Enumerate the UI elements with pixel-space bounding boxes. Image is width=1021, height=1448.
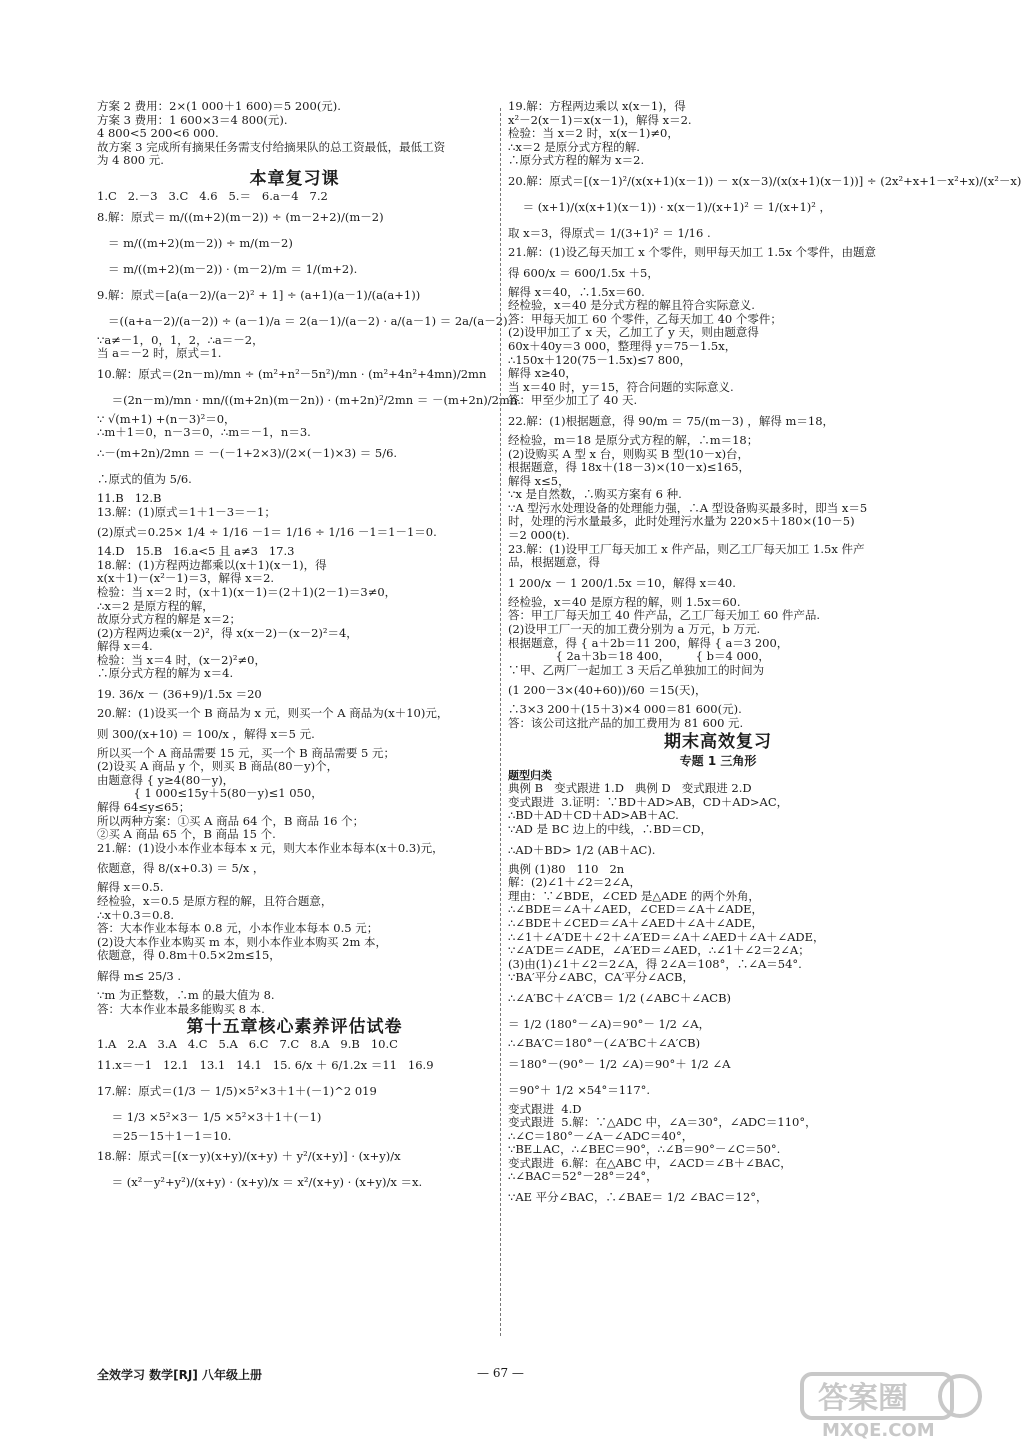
right-line: 品，根据题意，得	[508, 555, 600, 570]
right-line: 变式跟进 5.解：∵△ADC 中，∠A＝30°，∠ADC＝110°，	[508, 1115, 817, 1130]
left-formula-line: ＝ m/((m+2)(m－2)) · (m－2)/m ＝ 1/(m+2).	[97, 261, 358, 276]
right-line: 当 x＝40 时，y＝15，符合问题的实际意义.	[508, 379, 734, 394]
right-formula-line: 20.解：原式＝[(x－1)²/(x(x+1)(x－1)) － x(x－3)/(x(x+1)(x－1))] ÷ (2x²+x+1－x²+x)/(x²－x)	[508, 173, 1021, 188]
right-line: ∵x 是自然数，∴购买方案有 6 种.	[508, 487, 682, 502]
left-formula-line: 解得 m≤ 25/3 .	[97, 968, 181, 983]
left-line: (2)设买 A 商品 y 个，则买 B 商品(80－y)个，	[97, 759, 339, 774]
left-formula-line: (2)原式＝0.25× 1/4 ÷ 1/16 －1＝ 1/16 ÷ 1/16 －1＝1－1＝0.	[97, 525, 437, 540]
right-line: ∴∠BA′C＝180°－(∠A′BC＋∠A′CB)	[508, 1035, 701, 1050]
right-formula-line: ∴AD＋BD> 1/2 (AB＋AC).	[508, 842, 656, 857]
right-line: 经检验，x＝40 是分式方程的解且符合实际意义.	[508, 298, 755, 313]
right-section-heading: 期末高效复习	[664, 731, 772, 752]
left-column	[97, 99, 521, 1195]
left-formula-line: ＝ 1/3 ×5²×3－ 1/5 ×5²×3＋1＋(－1)	[97, 1109, 322, 1124]
right-line: ∵∠A′DE＝∠ADE，∠A′ED＝∠AED，∴∠1＋∠2＝2∠A；	[508, 943, 810, 958]
watermark-url: MXQE.COM	[822, 1420, 935, 1441]
right-line: ∴∠BDE＋∠CED＝∠A＋∠AED＋∠A＋∠ADE，	[508, 915, 764, 930]
left-line: 由题意得 { y≥4(80－y)，	[97, 772, 235, 787]
right-formula-line: 1 200/x － 1 200/1.5x ＝10，解得 x＝40.	[508, 575, 736, 590]
right-line: ∵AD 是 BC 边上的中线，∴BD＝CD，	[508, 821, 712, 836]
right-line: 时，处理的污水量最多，此时处理污水量为 220×5＋180×(10－5)	[508, 514, 855, 529]
left-formula-line: 10.解：原式＝(2n－m)/mn ÷ (m²+n²－5n²)/mn · (m²+4n²+4mn)/2mn	[97, 366, 487, 381]
left-formula-line: 则 300/(x+10) ＝ 100/x ，解得 x＝5 元.	[97, 726, 315, 741]
right-line: 变式跟进 3.证明：∵BD＋AD>AB，CD＋AD>AC，	[508, 794, 789, 809]
left-formula-line: 9.解：原式＝[a(a－2)/(a－2)² + 1] ÷ (a+1)(a－1)/(a(a+1))	[97, 287, 421, 302]
left-line: 解得 x＝4.	[97, 639, 153, 654]
right-line: 典例 B 变式跟进 1.D 典例 D 变式跟进 2.D	[508, 781, 752, 796]
left-formula-line: ＝ m/((m+2)(m－2)) ÷ m/(m－2)	[97, 235, 293, 250]
right-subheading: 专题 1 三角形	[679, 753, 757, 768]
right-line: ∴3×3 200＋(15＋3)×4 000＝81 600(元).	[508, 702, 742, 717]
left-line: 13.解：(1)原式＝1＋1－3＝－1；	[97, 504, 276, 519]
left-line: 故原分式方程的解是 x＝2；	[97, 612, 241, 627]
left-section-heading: 本章复习课	[249, 168, 340, 189]
watermark-logo	[800, 1370, 990, 1440]
right-line: 经检验，m＝18 是原分式方程的解，∴m＝18；	[508, 432, 759, 447]
left-line: 依题意，得 0.8m＋0.5×2m≤15，	[97, 948, 281, 963]
left-line: 当 a＝－2 时，原式＝1.	[97, 346, 222, 361]
left-line: 解得 x＝0.5.	[97, 880, 164, 895]
left-line: 1.A 2.A 3.A 4.C 5.A 6.C 7.C 8.A 9.B 10.C	[97, 1037, 398, 1052]
right-line: 23.解：(1)设甲工厂每天加工 x 件产品，则乙工厂每天加工 1.5x 件产	[508, 541, 865, 556]
right-line: ∴∠BAC＝52°－28°＝24°，	[508, 1169, 658, 1184]
left-line: ∵ √(m+1) +(n－3)²＝0，	[97, 411, 236, 426]
left-line: ②买 A 商品 65 个，B 商品 15 个.	[97, 827, 276, 842]
right-line: ∵BE⊥AC，∴∠BEC＝90°，∴∠B＝90°－∠C＝50°.	[508, 1142, 781, 1157]
left-formula-line: ∴原式的值为 5/6.	[97, 471, 192, 486]
column-divider	[500, 108, 501, 1336]
right-line: ∵甲、乙两厂一起加工 3 天后乙单独加工的时间为	[508, 662, 765, 677]
page-number: — 67 —	[477, 1366, 524, 1380]
right-line: 答：该公司这批产品的加工费用为 81 600 元.	[508, 716, 744, 730]
left-formula-line: ＝((a+a－2)/(a－2)) ÷ (a－1)/a ＝ 2(a－1)/(a－2) · a/(a－1) ＝ 2a/(a－2).	[97, 313, 512, 328]
left-line: 21.解：(1)设小本作业本每本 x 元，则大本作业本每本(x＋0.3)元，	[97, 840, 444, 855]
left-line: 方案 3 费用：1 600×3＝4 800(元).	[97, 112, 288, 127]
left-line: 20.解：(1)设买一个 B 商品为 x 元，则买一个 A 商品为(x＋10)元，	[97, 706, 449, 721]
watermark-text: 答案圈	[818, 1381, 908, 1416]
left-formula-line: ＝ (x²－y²+y²)/(x+y) · (x+y)/x ＝ x²/(x+y) · (x+y)/x ＝x.	[97, 1175, 423, 1190]
left-line: 为 4 800 元.	[97, 153, 164, 168]
left-formula-line: ∴－(m+2n)/2mn ＝ －(－1+2×3)/(2×(－1)×3) ＝ 5/6.	[97, 445, 398, 460]
right-line: 检验：当 x＝2 时，x(x－1)≠0，	[508, 126, 679, 141]
left-line: 4 800<5 200<6 000.	[97, 126, 219, 141]
right-line: ∴原分式方程的解为 x＝2.	[508, 153, 645, 168]
left-line: 故方案 3 完成所有摘果任务需支付给摘果队的总工资最低，最低工资	[97, 139, 446, 154]
right-line: ＝2 000(t).	[508, 528, 570, 543]
left-line: 11.B 12.B	[97, 490, 162, 505]
right-formula-line: 取 x＝3，得原式＝ 1/(3+1)² ＝ 1/16 .	[508, 225, 711, 240]
right-line: 典例 (1)80 110 2n	[508, 861, 625, 876]
left-line: ∴x＝2 是原方程的解，	[97, 598, 214, 613]
right-formula-line: ＝90°＋ 1/2 ×54°＝117°.	[508, 1082, 651, 1097]
left-formula-line: 19. 36/x － (36+9)/1.5x ＝20	[97, 687, 262, 702]
right-line: (2)设甲加工了 x 天，乙加工了 y 天，则由题意得	[508, 325, 759, 340]
left-line: 答：大本作业本最多能购买 8 本.	[97, 1001, 265, 1016]
left-line: 1.C 2.－3 3.C 4.6 5.＝ 6.a－4 7.2	[97, 188, 328, 203]
right-column	[508, 99, 1021, 1210]
right-line: 根据题意，得 { a＋2b＝11 200，解得 { a＝3 200，	[508, 635, 789, 650]
left-line: x(x＋1)－(x²－1)＝3，解得 x＝2.	[97, 571, 275, 586]
right-line: x²－2(x－1)＝x(x－1)，解得 x＝2.	[508, 112, 692, 127]
right-line: ∴150x＋120(75－1.5x)≤7 800，	[508, 352, 692, 367]
left-line: { 1 000≤15y＋5(80－y)≤1 050，	[97, 786, 323, 801]
right-formula-line: 得 600/x ＝ 600/1.5x ＋5，	[508, 265, 659, 280]
left-line: ∵a≠－1，0，1，2，∴a＝－2，	[97, 332, 264, 347]
right-line: 变式跟进 6.解：在△ABC 中，∠ACD＝∠B＋∠BAC，	[508, 1155, 792, 1170]
left-line: ∴原分式方程的解为 x＝4.	[97, 666, 234, 681]
left-line: 经检验，x＝0.5 是原方程的解，且符合题意，	[97, 894, 333, 908]
right-formula-line: 22.解：(1)根据题意，得 90/m ＝ 75/(m－3) ，解得 m＝18，	[508, 413, 835, 428]
right-line: 答：甲至少加工了 40 天.	[508, 393, 638, 408]
right-line: (2)设购买 A 型 x 台，则购买 B 型(10－x)台，	[508, 446, 750, 461]
right-line: ∵A 型污水处理设备的处理能力强，∴A 型设备购买最多时，即当 x＝5	[508, 500, 868, 515]
right-line: 21.解：(1)设乙每天加工 x 个零件，则甲每天加工 1.5x 个零件，由题意	[508, 244, 876, 259]
left-line: 14.D 15.B 16.a<5 且 a≠3 17.3	[97, 544, 295, 559]
left-line: 方案 2 费用：2×(1 000＋1 600)＝5 200(元).	[97, 99, 341, 113]
right-line: ∵BA′平分∠ABC，CA′平分∠ACB，	[508, 970, 694, 985]
left-line: 答：大本作业本每本 0.8 元，小本作业本每本 0.5 元；	[97, 921, 379, 936]
left-line: 解得 64≤y≤65；	[97, 800, 191, 815]
right-line: 解得 x≥40，	[508, 366, 577, 381]
left-line: 所以两种方案：①买 A 商品 64 个，B 商品 16 个；	[97, 813, 365, 828]
book-title: 全效学习 数学[RJ] 八年级上册	[97, 1368, 263, 1382]
left-formula-line: 18.解：原式＝[(x－y)(x+y)/(x+y) ＋ y²/(x+y)] · (x+y)/x	[97, 1149, 401, 1164]
left-line: ∴m＋1＝0，n－3＝0，∴m＝－1，n＝3.	[97, 425, 311, 440]
left-formula-line: 依题意，得 8/(x+0.3) ＝ 5/x ，	[97, 861, 265, 876]
left-line: 检验：当 x＝4 时，(x－2)²≠0，	[97, 652, 266, 667]
right-line: { 2a＋3b＝18 400， { b＝4 000，	[508, 649, 770, 664]
right-line: 答：甲工厂每天加工 40 件产品，乙工厂每天加工 60 件产品.	[508, 608, 821, 623]
right-formula-line: ∵AE 平分∠BAC，∴∠BAE＝ 1/2 ∠BAC＝12°，	[508, 1190, 768, 1205]
left-formula-line: 11.x＝－1 12.1 13.1 14.1 15. 6/x ＋ 6/1.2x ＝11 16.9	[97, 1057, 434, 1072]
right-line: 经检验，x＝40 是原方程的解，则 1.5x＝60.	[508, 594, 741, 609]
right-line: 根据题意，得 18x＋(18－3)×(10－x)≤165，	[508, 460, 751, 475]
right-line: 60x＋40y＝3 000，整理得 y＝75－1.5x，	[508, 338, 737, 353]
right-line: (3)由(1)∠1＋∠2＝2∠A，得 2∠A＝108°，∴∠A＝54°.	[508, 956, 802, 971]
right-line: ∴BD＋AD＋CD＋AD>AB＋AC.	[508, 808, 679, 823]
right-line: ∴x＝2 是原分式方程的解.	[508, 139, 640, 154]
left-formula-line: 8.解：原式＝ m/((m+2)(m－2)) ÷ (m－2+2)/(m－2)	[97, 209, 384, 224]
right-line: 变式跟进 4.D	[508, 1101, 582, 1116]
right-line: 理由：∵∠BDE，∠CED 是△ADE 的两个外角，	[508, 888, 760, 903]
left-line: ∵m 为正整数，∴m 的最大值为 8.	[97, 987, 275, 1002]
left-line: 检验：当 x＝2 时，(x＋1)(x－1)＝(2＋1)(2－1)＝3≠0，	[97, 584, 397, 599]
right-line: ∴∠1＋∠A′DE＋∠2＋∠A′ED＝∠A＋∠AED＋∠A＋∠ADE，	[508, 929, 825, 944]
right-line: 解：(2)∠1＋∠2＝2∠A，	[508, 875, 641, 890]
left-line: (2)方程两边乘(x－2)²，得 x(x－2)－(x－2)²＝4，	[97, 625, 358, 640]
right-formula-line: ＝ (x+1)/(x(x+1)(x－1)) · x(x－1)/(x+1)² ＝ 1/(x+1)² ，	[508, 199, 832, 214]
left-line: ∴x＋0.3＝0.8.	[97, 907, 175, 922]
left-line: 18.解：(1)方程两边都乘以(x＋1)(x－1)，得	[97, 557, 327, 572]
right-formula-line: ＝180°－(90°－ 1/2 ∠A)＝90°＋ 1/2 ∠A	[508, 1056, 731, 1071]
right-line: ∴∠BDE＝∠A＋∠AED，∠CED＝∠A＋∠ADE，	[508, 902, 764, 917]
left-line: (2)设大本作业本购买 m 本，则小本作业本购买 2m 本，	[97, 934, 388, 949]
right-line: ∴∠C＝180°－∠A－∠ADC＝40°，	[508, 1128, 694, 1143]
right-formula-line: ＝ 1/2 (180°－∠A)＝90°－ 1/2 ∠A，	[508, 1016, 711, 1031]
right-line: 解得 x＝40，∴1.5x＝60.	[508, 284, 645, 299]
left-formula-line: ＝(2n－m)/mn · mn/((m+2n)(m－2n)) · (m+2n)²/2mn ＝ －(m+2n)/2mn.	[97, 392, 521, 407]
right-formula-line: (1 200－3×(40+60))/60 ＝15(天)，	[508, 683, 707, 698]
right-formula-line: ∴∠A′BC＋∠A′CB＝ 1/2 (∠ABC＋∠ACB)	[508, 990, 732, 1005]
left-line: 所以买一个 A 商品需要 15 元，买一个 B 商品需要 5 元；	[97, 745, 395, 760]
left-formula-line: 17.解：原式＝(1/3 － 1/5)×5²×3＋1＋(－1)^2 019	[97, 1083, 377, 1098]
left-section-heading: 第十五章核心素养评估试卷	[186, 1017, 403, 1038]
right-line: 解得 x≤5，	[508, 473, 570, 488]
right-line: (2)设甲工厂一天的加工费分别为 a 万元，b 万元.	[508, 622, 761, 637]
left-line: ＝25－15＋1－1＝10.	[97, 1128, 232, 1143]
right-line: 19.解：方程两边乘以 x(x－1)，得	[508, 99, 686, 113]
right-label: 题型归类	[508, 768, 552, 782]
right-line: 答：甲每天加工 60 个零件，乙每天加工 40 个零件；	[508, 311, 782, 326]
